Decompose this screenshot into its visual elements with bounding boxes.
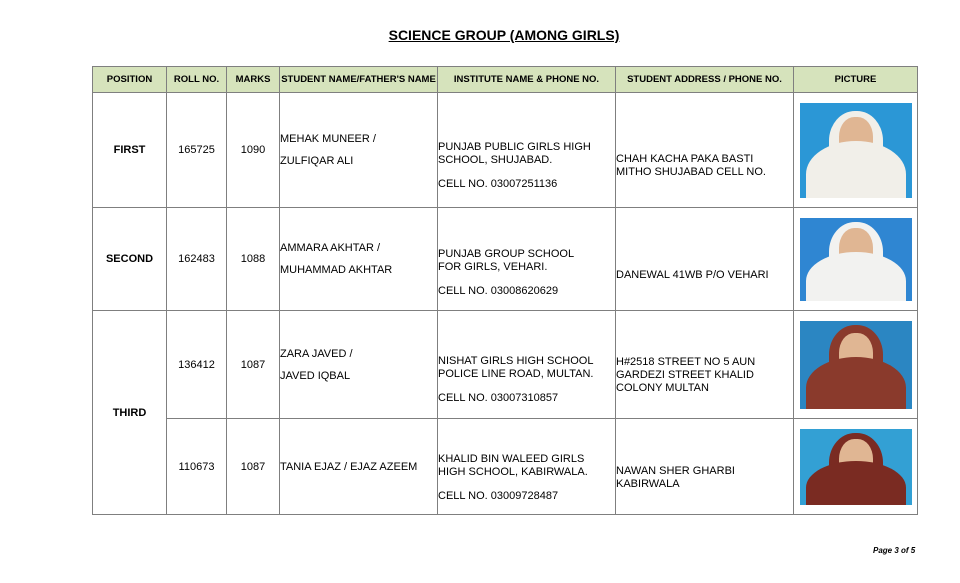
address-line: KABIRWALA	[616, 477, 680, 490]
student-name: AMMARA AKHTAR /	[280, 242, 381, 254]
address-line: NAWAN SHER GHARBI	[616, 464, 735, 477]
header-institute: INSTITUTE NAME & PHONE NO.	[438, 67, 616, 93]
student-photo	[800, 321, 912, 409]
roll-no-cell: 110673	[167, 419, 227, 515]
institute-name: KHALID BIN WALEED GIRLS	[438, 452, 585, 465]
header-row	[93, 67, 918, 93]
student-name: MEHAK MUNEER /	[280, 133, 376, 145]
header-position: POSITION	[93, 67, 167, 93]
student-photo	[800, 218, 912, 301]
institute-name-cont: FOR GIRLS, VEHARI.	[438, 260, 548, 273]
student-name: ZARA JAVED /	[280, 347, 353, 360]
student-name-cell	[280, 311, 438, 419]
father-name: MUHAMMAD AKHTAR	[280, 264, 393, 276]
header-picture: PICTURE	[794, 67, 918, 93]
institute-name-cont: POLICE LINE ROAD, MULTAN.	[438, 367, 594, 380]
position-cell: SECOND	[93, 208, 167, 311]
address-line: MITHO SHUJABAD CELL NO.	[616, 166, 766, 178]
page-number: Page 3 of 5	[873, 546, 916, 555]
address-cell	[616, 208, 794, 311]
page-title: SCIENCE GROUP (AMONG GIRLS)	[388, 27, 620, 43]
student-photo	[800, 103, 912, 198]
table-row	[93, 311, 918, 419]
header-roll-no: ROLL NO.	[167, 67, 227, 93]
header-marks: MARKS	[227, 67, 280, 93]
father-name: ZULFIQAR ALI	[280, 155, 354, 167]
picture-cell	[794, 93, 918, 208]
student-name-cell	[280, 93, 438, 208]
institute-name-cont: SCHOOL, SHUJABAD.	[438, 154, 553, 166]
address-cell	[616, 93, 794, 208]
table-row	[93, 419, 918, 515]
roll-no-cell: 165725	[167, 93, 227, 208]
father-name: JAVED IQBAL	[280, 369, 351, 382]
institute-phone: CELL NO. 03008620629	[438, 284, 559, 297]
institute-cell	[438, 419, 616, 515]
table-row	[93, 208, 918, 311]
marks-cell: 1090	[227, 93, 280, 208]
position-cell: FIRST	[93, 93, 167, 208]
picture-cell	[794, 419, 918, 515]
position-cell: THIRD	[93, 311, 167, 515]
address-cell	[616, 419, 794, 515]
institute-cell	[438, 208, 616, 311]
address-line: H#2518 STREET NO 5 AUN	[616, 356, 756, 368]
institute-phone: CELL NO. 03007251136	[438, 178, 558, 190]
institute-name-cont: HIGH SCHOOL, KABIRWALA.	[438, 465, 588, 478]
table-row	[93, 93, 918, 208]
student-name-cell	[280, 208, 438, 311]
institute-name: PUNJAB PUBLIC GIRLS HIGH	[438, 141, 591, 153]
institute-phone: CELL NO. 03009728487	[438, 489, 559, 502]
header-student-name: STUDENT NAME/FATHER'S NAME	[280, 67, 438, 93]
student-name-cell	[280, 419, 438, 515]
results-table	[92, 66, 918, 515]
student-name: TANIA EJAZ / EJAZ AZEEM	[280, 460, 418, 473]
institute-name: PUNJAB GROUP SCHOOL	[438, 247, 575, 260]
picture-cell	[794, 208, 918, 311]
roll-no-cell: 162483	[167, 208, 227, 311]
picture-cell	[794, 311, 918, 419]
institute-cell	[438, 93, 616, 208]
student-photo	[800, 429, 912, 505]
header-address: STUDENT ADDRESS / PHONE NO.	[616, 67, 794, 93]
institute-cell	[438, 311, 616, 419]
address-line: DANEWAL 41WB P/O VEHARI	[616, 269, 769, 281]
marks-cell: 1087	[227, 419, 280, 515]
marks-cell: 1088	[227, 208, 280, 311]
roll-no-cell: 136412	[167, 311, 227, 419]
address-line: GARDEZI STREET KHALID	[616, 369, 754, 381]
address-line: CHAH KACHA PAKA BASTI	[616, 153, 754, 165]
address-cell	[616, 311, 794, 419]
address-line: COLONY MULTAN	[616, 382, 709, 394]
institute-phone: CELL NO. 03007310857	[438, 391, 559, 404]
marks-cell: 1087	[227, 311, 280, 419]
institute-name: NISHAT GIRLS HIGH SCHOOL	[438, 354, 594, 367]
